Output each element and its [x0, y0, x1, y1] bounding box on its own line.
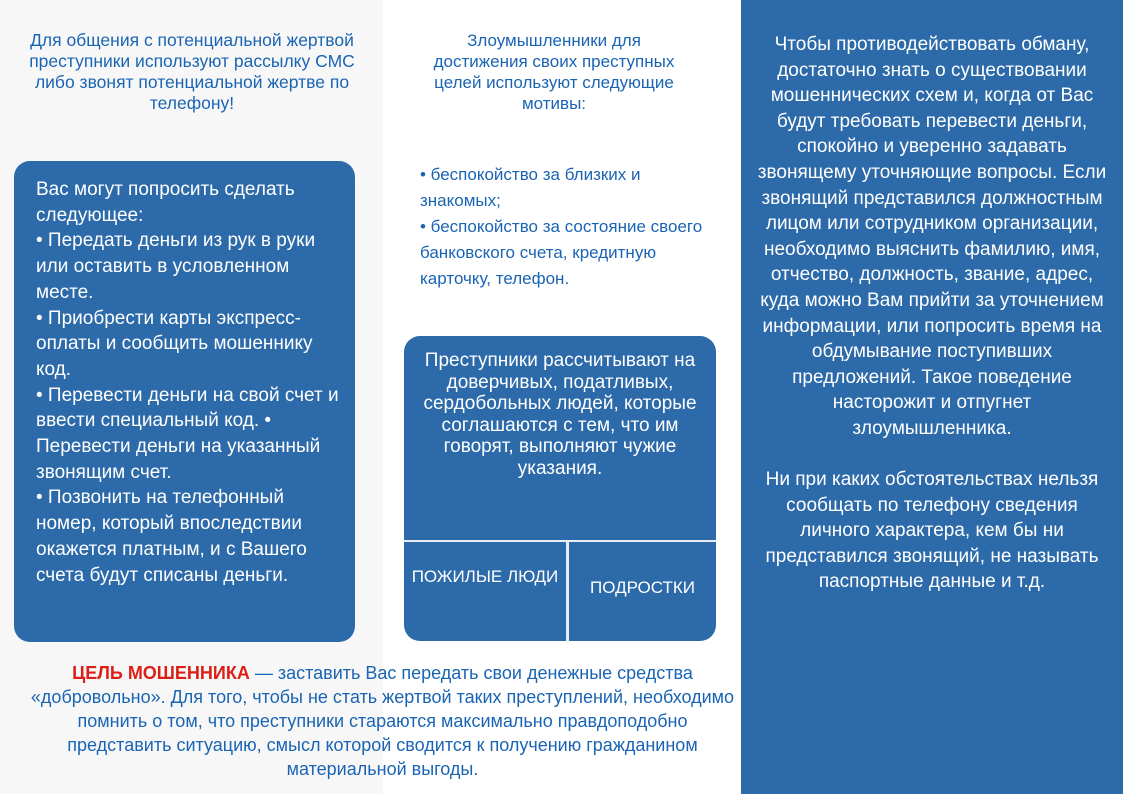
left-intro-text: Для общения с потенциальной жертвой преступники используют рассылку СМС либо звонят потенциальной жертве по телефону!: [29, 30, 355, 113]
request-item: • Позвонить на телефонный номер, который впоследствии окажется платным, и с Вашего счета будут списаны деньги.: [36, 487, 307, 586]
request-item: • Приобрести карты экспресс-оплаты и сообщить мошеннику код.: [36, 307, 313, 380]
advice-paragraph: Ни при каких обстоятельствах нельзя сообщать по телефону сведения личного характера, кем бы ни представился звонящий, не называть паспортные данные и т.д.: [765, 469, 1099, 593]
target-elderly-label: ПОЖИЛЫЕ ЛЮДИ: [411, 567, 559, 586]
fraud-goal-description: — заставить Вас передать свои денежные средства «добровольно». Для того, чтобы не стать жертвой таких преступлений, необходимо помнить о том, что преступники стараются максимально правдоподобно представить ситуацию, смысл которой сводится к получению гражданином материальной выгоды.: [30, 663, 735, 779]
motive-item: • беспокойство за близких и знакомых;: [420, 165, 641, 210]
counteraction-advice: [757, 32, 1107, 595]
motives-list: [420, 162, 715, 292]
request-item: • Перевести деньги на свой счет и ввести специальный код. • Перевести деньги на указанный звонящим счет.: [36, 384, 339, 483]
request-item: • Передать деньги из рук в руки или оставить в условленном месте.: [36, 230, 316, 303]
motive-item: • беспокойство за состояние своего банковского счета, кредитную карточку, телефон.: [420, 217, 703, 288]
middle-intro-text: Злоумышленники для достижения своих преступных целей используют следующие мотивы:: [433, 31, 675, 113]
fraud-goal-label: ЦЕЛЬ МОШЕННИКА: [72, 663, 250, 683]
advice-paragraph: Чтобы противодействовать обману, достаточно знать о существовании мошеннических схем и, когда от Вас будут требовать перевести деньги, спокойно и уверенно задавать звонящему уточняющие вопросы. Если звонящий представился должностным лицом или сотрудником организации, необходимо выяснить фамилию, имя, отчество, должность, звание, адрес, куда можно Вам прийти за уточнением информации, или попросить время на обдумывание поступивших предложений. Такое поведение насторожит и отпугнет злоумышленника.: [757, 34, 1107, 439]
fraud-goal-text: [24, 661, 741, 781]
requests-heading: Вас могут попросить сделать следующее:: [36, 179, 295, 226]
card-divider-horizontal: [404, 540, 716, 542]
target-teens-label: ПОДРОСТКИ: [590, 578, 695, 597]
targets-card-text: Преступники рассчитывают на доверчивых, податливых, сердобольных людей, которые соглашаются с тем, что им говорят, выполняют чужие указания.: [423, 350, 697, 479]
targets-card: [404, 336, 716, 641]
requests-card: [14, 161, 355, 642]
